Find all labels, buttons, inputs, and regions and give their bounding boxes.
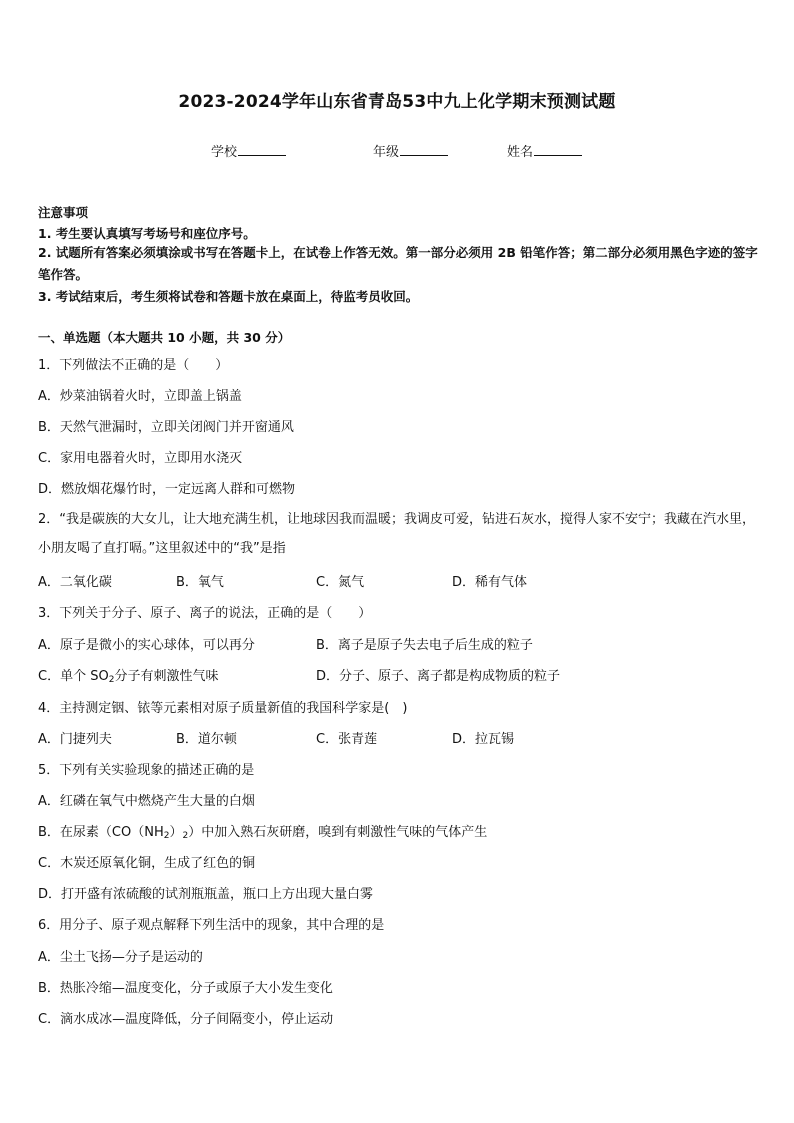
question-2-option-d: D．稀有气体 — [452, 575, 528, 590]
name-blank — [534, 143, 582, 156]
subscript: 2 — [182, 831, 189, 841]
question-5-option-b-paren: ） — [169, 825, 183, 840]
question-1-option-b: B．天然气泄漏时，立即关闭阀门并开窗通风 — [38, 420, 294, 435]
question-5-option-b — [38, 821, 487, 841]
question-4-option-a: A．门捷列夫 — [38, 732, 112, 747]
question-6-option-a: A．尘土飞扬—分子是运动的 — [38, 950, 203, 965]
section-heading: 一、单选题（本大题共 10 小题，共 30 分） — [38, 330, 291, 345]
question-3-option-d: D．分子、原子、离子都是构成物质的粒子 — [316, 669, 561, 684]
question-4-stem: 4．主持测定铟、铱等元素相对原子质量新值的我国科学家是( ) — [38, 701, 408, 716]
question-3-option-a: A．原子是微小的实心球体，可以再分 — [38, 638, 255, 653]
question-3-option-c-text: C．单个 SO — [38, 669, 109, 684]
question-1-option-a: A．炒菜油锅着火时，立即盖上锅盖 — [38, 389, 242, 404]
school-field — [211, 141, 286, 160]
question-4-option-c: C．张青莲 — [316, 732, 378, 747]
notice-item-2: 2. 试题所有答案必须填涂或书写在答题卡上，在试卷上作答无效。第一部分必须用 2B 铅笔作答；第二部分必须用黑色字迹的签字笔作答。 — [38, 245, 758, 282]
subscript: 2 — [163, 831, 170, 841]
name-field — [507, 141, 582, 160]
school-blank — [238, 143, 286, 156]
question-5-option-d: D．打开盛有浓硫酸的试剂瓶瓶盖，瓶口上方出现大量白雾 — [38, 887, 374, 902]
question-3-option-c — [38, 665, 218, 685]
notice-item-1: 1. 考生要认真填写考场号和座位序号。 — [38, 226, 256, 241]
question-4-option-b: B．道尔顿 — [176, 732, 237, 747]
question-5-option-a: A．红磷在氧气中燃烧产生大量的白烟 — [38, 794, 255, 809]
question-1-stem: 1．下列做法不正确的是（ ） — [38, 358, 229, 373]
question-6-stem: 6．用分子、原子观点解释下列生活中的现象，其中合理的是 — [38, 918, 385, 933]
question-1-option-c: C．家用电器着火时，立即用水浇灭 — [38, 451, 243, 466]
notice-item-3: 3. 考试结束后，考生须将试卷和答题卡放在桌面上，待监考员收回。 — [38, 289, 419, 304]
question-2-stem: 2．“我是碳族的大女儿，让大地充满生机，让地球因我而温暖；我调皮可爱，钻进石灰水，搅得人家不安宁；我藏在汽水里，小朋友喝了直打嗝。”这里叙述中的“我”是指 — [38, 512, 756, 556]
question-1-option-d: D．燃放烟花爆竹时，一定远离人群和可燃物 — [38, 482, 296, 497]
question-3-option-c-text-end: 分子有刺激性气味 — [114, 669, 219, 684]
question-2-option-b: B．氧气 — [176, 575, 224, 590]
grade-field — [373, 141, 448, 160]
question-2-option-c: C．氮气 — [316, 575, 365, 590]
question-3-stem: 3．下列关于分子、原子、离子的说法，正确的是（ ） — [38, 606, 372, 621]
exam-title: 2023-2024学年山东省青岛53中九上化学期末预测试题 — [178, 92, 616, 112]
question-5-stem: 5．下列有关实验现象的描述正确的是 — [38, 763, 255, 778]
question-4-option-d: D．拉瓦锡 — [452, 732, 515, 747]
grade-label: 年级 — [373, 145, 400, 160]
question-6-option-c: C．滴水成冰—温度降低，分子间隔变小，停止运动 — [38, 1012, 334, 1027]
question-5-option-b-text-end: ）中加入熟石灰研磨，嗅到有刺激性气味的气体产生 — [188, 825, 488, 840]
question-3-option-b: B．离子是原子失去电子后生成的粒子 — [316, 638, 533, 653]
question-5-option-c: C．木炭还原氧化铜，生成了红色的铜 — [38, 856, 256, 871]
school-label: 学校 — [211, 145, 238, 160]
subscript: 2 — [108, 675, 115, 685]
question-6-option-b: B．热胀冷缩—温度变化，分子或原子大小发生变化 — [38, 981, 333, 996]
notice-heading: 注意事项 — [38, 205, 89, 220]
question-2-option-a: A．二氧化碳 — [38, 575, 112, 590]
question-5-option-b-text: B．在尿素（CO（NH — [38, 825, 164, 840]
student-info-fields — [0, 141, 794, 161]
name-label: 姓名 — [507, 145, 534, 160]
grade-blank — [400, 143, 448, 156]
